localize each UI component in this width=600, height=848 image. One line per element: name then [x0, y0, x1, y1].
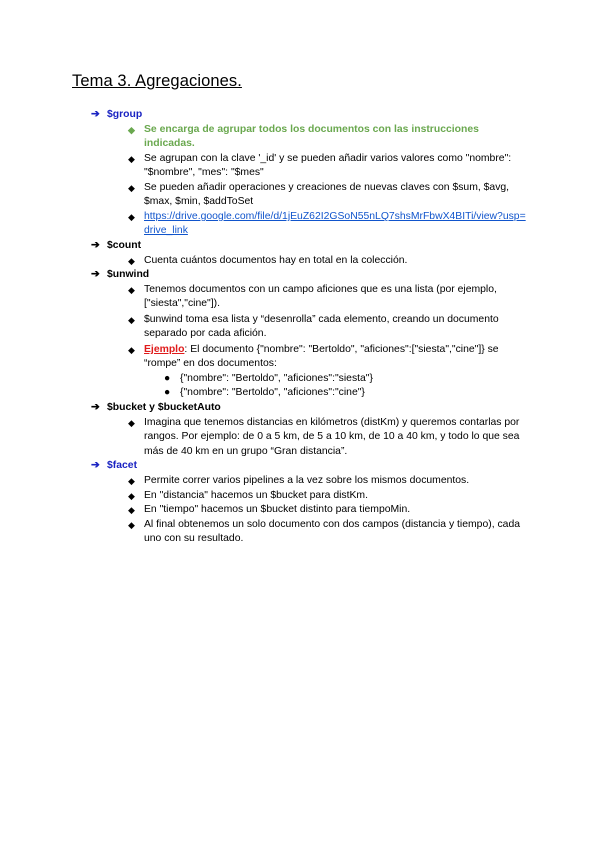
list-item: [128, 254, 528, 268]
list-item-text: $unwind toma esa lista y “desenrolla” cada elemento, creando un documento separado por cada afición.: [144, 314, 499, 340]
section-label: $count: [107, 240, 142, 251]
diamond-icon: ◆: [128, 345, 135, 355]
section-facet-heading: [91, 459, 137, 473]
section-label: $unwind: [107, 269, 150, 280]
diamond-icon: ◆: [128, 183, 135, 193]
section-label: $facet: [107, 460, 138, 471]
list-item: [128, 181, 528, 210]
list-item-text: Cuenta cuántos documentos hay en total en la colección.: [144, 255, 408, 266]
diamond-icon: ◆: [128, 418, 135, 428]
list-item-text: En "distancia" hacemos un $bucket para distKm.: [144, 490, 368, 501]
arrow-icon: ➔: [91, 240, 100, 251]
diamond-icon: ◆: [128, 520, 135, 530]
example-text: [128, 343, 528, 372]
diamond-icon: ◆: [128, 476, 135, 486]
arrow-icon: ➔: [91, 402, 100, 413]
diamond-icon: ◆: [128, 125, 135, 135]
arrow-icon: ➔: [91, 109, 100, 120]
arrow-icon: ➔: [91, 460, 100, 471]
list-item: [128, 489, 528, 503]
list-item: [128, 123, 528, 152]
diamond-icon: ◆: [128, 212, 135, 222]
list-item: [128, 474, 528, 488]
dot-icon: ●: [164, 373, 171, 384]
list-item-text: Se agrupan con la clave '_id' y se pueden añadir varios valores como "nombre": "$nombre", "mes": "$mes": [144, 153, 512, 179]
list-item: [128, 210, 528, 239]
section-unwind-heading: [91, 268, 149, 282]
drive-link[interactable]: https://drive.google.com/file/d/1jEuZ62I2GSoN55nLQ7shsMrFbwX4BITi/view?usp=drive_link: [144, 211, 526, 237]
example-body: : El documento {"nombre": "Bertoldo", "aficiones":["siesta","cine"]} se “rompe” en dos documentos:: [144, 344, 499, 370]
section-bucket-heading: [91, 401, 221, 415]
sub-list-item: [164, 386, 365, 400]
diamond-icon: ◆: [128, 505, 135, 515]
list-item: [128, 518, 528, 547]
sub-list-item-text: {"nombre": "Bertoldo", "aficiones":"cine"}: [180, 387, 365, 398]
list-item: [128, 416, 528, 459]
diamond-icon: ◆: [128, 315, 135, 325]
diamond-icon: ◆: [128, 154, 135, 164]
section-count-heading: [91, 239, 141, 253]
list-item-text: Se encarga de agrupar todos los documentos con las instrucciones indicadas.: [144, 124, 479, 150]
sub-list-item-text: {"nombre": "Bertoldo", "aficiones":"siesta"}: [180, 373, 373, 384]
list-item-text: Imagina que tenemos distancias en kilómetros (distKm) y queremos contarlas por rangos. Por ejemplo: de 0 a 5 km, de 5 a 10 km, de 10 a 40 km, y todo lo que sea más de 40 km en un grupo “Gran distancia”.: [144, 417, 520, 457]
list-item-text: En "tiempo" hacemos un $bucket distinto para tiempoMin.: [144, 504, 411, 515]
dot-icon: ●: [164, 387, 171, 398]
diamond-icon: ◆: [128, 491, 135, 501]
arrow-icon: ➔: [91, 269, 100, 280]
list-item: [128, 283, 528, 312]
list-item-text: Tenemos documentos con un campo aficiones que es una lista (por ejemplo, ["siesta","cine"]).: [144, 284, 497, 310]
list-item: [128, 152, 528, 181]
list-item: [128, 503, 528, 517]
page-title: Tema 3. Agregaciones.: [72, 72, 242, 90]
section-group-heading: [91, 108, 142, 122]
diamond-icon: ◆: [128, 256, 135, 266]
list-item-example: [128, 343, 528, 372]
list-item: [128, 313, 528, 342]
example-label: Ejemplo: [144, 344, 185, 355]
section-label: $group: [107, 109, 143, 120]
list-item-text: Permite correr varios pipelines a la vez sobre los mismos documentos.: [144, 475, 470, 486]
sub-list-item: [164, 372, 373, 386]
list-item-text: Se pueden añadir operaciones y creaciones de nuevas claves con $sum, $avg, $max, $min, $addToSet: [144, 182, 510, 208]
section-label: $bucket y $bucketAuto: [107, 402, 221, 413]
diamond-icon: ◆: [128, 285, 135, 295]
list-item-text: Al final obtenemos un solo documento con dos campos (distancia y tiempo), cada uno con su resultado.: [144, 519, 521, 545]
